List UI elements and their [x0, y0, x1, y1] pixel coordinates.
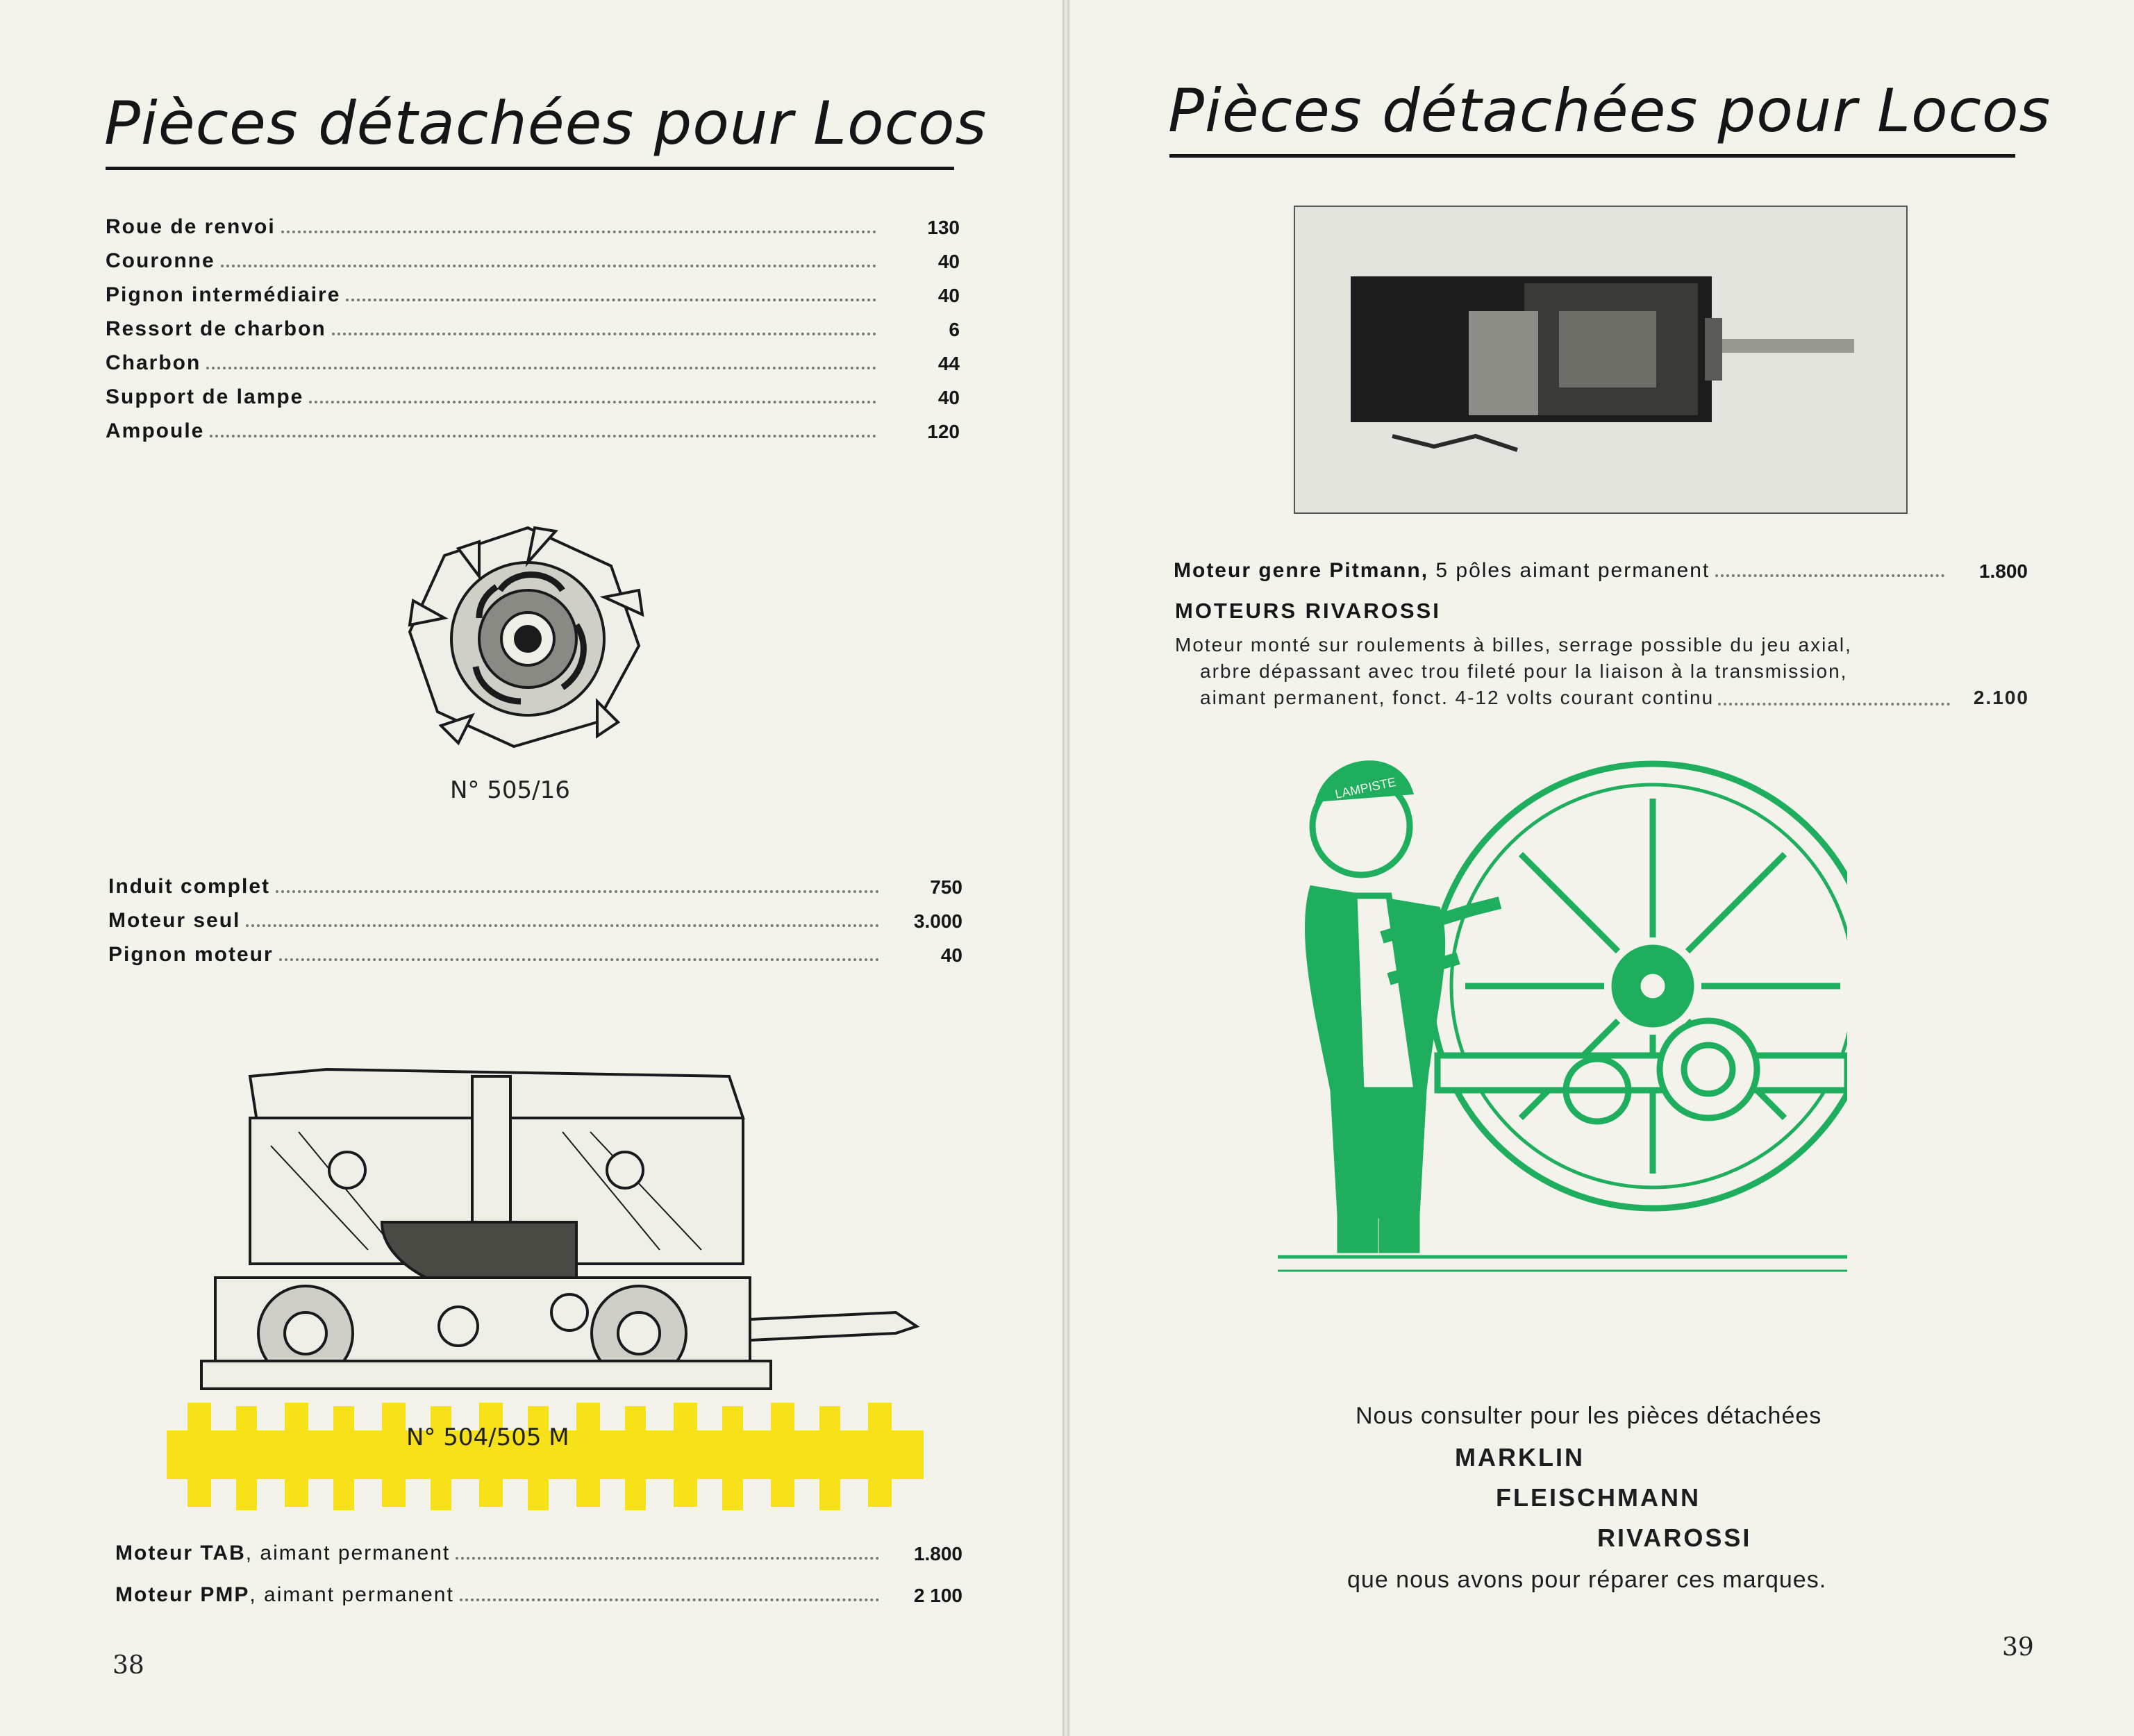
list-item — [106, 310, 960, 341]
desc-text: aimant permanent, fonct. 4-12 volts courant continu — [1200, 687, 1715, 708]
part-price: 44 — [937, 353, 960, 374]
part-name: Ressort de charbon — [106, 317, 326, 340]
dot-leader — [221, 265, 876, 267]
part-name: Couronne — [106, 249, 215, 272]
dot-leader — [276, 890, 879, 893]
left-page-title: Pièces détachées pour Locos — [104, 89, 987, 158]
motor-illustration — [160, 1055, 937, 1528]
part-price: 40 — [937, 251, 960, 272]
dot-leader — [281, 231, 876, 233]
list-item — [106, 208, 960, 239]
brand-rivarossi: RIVAROSSI — [1597, 1524, 1752, 1552]
dot-leader — [1715, 574, 1944, 577]
desc-line: Moteur monté sur roulements à billes, serrage possible du jeu axial, — [1175, 634, 1852, 656]
part-price: 40 — [937, 387, 960, 408]
rivarossi-description — [1175, 632, 2029, 711]
cap-label: LAMPISTE — [1333, 774, 1397, 801]
list-item — [106, 276, 960, 307]
title-rule — [1169, 154, 2015, 158]
pitmann-motor-photo — [1294, 206, 1908, 514]
dot-leader — [246, 924, 879, 927]
notice-line-2: que nous avons pour réparer ces marques. — [1347, 1567, 1827, 1593]
part-name: Roue de renvoi — [106, 215, 276, 238]
list-item — [106, 378, 960, 409]
part-name: Induit complet — [108, 875, 270, 898]
motor-detail: , aimant permanent — [249, 1583, 454, 1606]
dot-leader — [210, 435, 876, 437]
part-name: Pignon moteur — [108, 943, 274, 966]
list-item — [115, 1535, 962, 1565]
list-item — [108, 868, 962, 899]
dot-leader — [456, 1557, 879, 1560]
parts-list-2 — [108, 868, 962, 979]
part-price: 40 — [937, 285, 960, 306]
pitmann-price: 1.800 — [1978, 560, 2028, 582]
motor-name-bold: Moteur PMP — [115, 1583, 250, 1606]
desc-line: arbre dépassant avec trou fileté pour la liaison à la transmission, — [1200, 660, 1848, 682]
motor-detail: , aimant permanent — [245, 1542, 451, 1564]
pitmann-row — [1174, 552, 2028, 587]
page-number-left: 38 — [112, 1651, 144, 1680]
dot-leader — [1718, 703, 1950, 706]
list-item — [108, 936, 962, 967]
list-item — [108, 902, 962, 933]
motor-price: 2 100 — [913, 1585, 962, 1606]
list-item — [106, 242, 960, 273]
part-price: 3.000 — [913, 910, 962, 932]
dot-leader — [309, 401, 876, 403]
list-item — [115, 1576, 962, 1607]
part-price: 130 — [927, 217, 960, 238]
brand-marklin: MARKLIN — [1455, 1443, 1585, 1471]
notice-line-1: Nous consulter pour les pièces détachées — [1356, 1403, 1822, 1429]
part-name: Moteur seul — [108, 909, 241, 932]
parts-list-1 — [106, 208, 960, 458]
rivarossi-price: 2.100 — [1973, 687, 2029, 708]
dot-leader — [332, 333, 876, 335]
motors-list — [115, 1535, 962, 1611]
motor-name-bold: Moteur TAB — [115, 1542, 246, 1564]
motor-name — [115, 1583, 460, 1607]
part-name: Support de lampe — [106, 385, 304, 408]
right-page-title: Pièces détachées pour Locos — [1168, 76, 2051, 146]
part-price: 6 — [949, 319, 960, 340]
pitmann-name-bold: Moteur genre Pitmann, — [1174, 559, 1429, 582]
pitmann-name — [1174, 559, 1715, 583]
rivarossi-heading: MOTEURS RIVAROSSI — [1175, 599, 1441, 623]
part-price: 40 — [940, 944, 962, 966]
title-rule — [106, 167, 954, 170]
part-price: 120 — [927, 421, 960, 442]
motor-price: 1.800 — [913, 1543, 962, 1564]
dot-leader — [460, 1599, 879, 1601]
part-name: Ampoule — [106, 419, 205, 442]
dot-leader — [206, 367, 876, 369]
desc-line-last — [1175, 685, 2029, 711]
motor-caption: N° 504/505 M — [406, 1424, 569, 1451]
motor-name — [115, 1542, 456, 1565]
armature-illustration — [396, 514, 660, 764]
motor-photo-svg — [1295, 207, 1906, 512]
yellow-track — [167, 1403, 924, 1510]
brand-fleischmann: FLEISCHMANN — [1496, 1483, 1701, 1512]
dot-leader — [279, 958, 879, 961]
left-page — [0, 0, 1062, 1736]
part-price: 750 — [930, 876, 962, 898]
part-name: Charbon — [106, 351, 201, 374]
binding-gutter — [1062, 0, 1069, 1736]
mechanic-wheel-illustration — [1278, 729, 1847, 1285]
list-item — [106, 412, 960, 443]
part-name: Pignon intermédiaire — [106, 283, 341, 306]
armature-caption: N° 505/16 — [450, 776, 570, 804]
list-item — [106, 344, 960, 375]
dot-leader — [346, 299, 876, 301]
pitmann-detail: 5 pôles aimant permanent — [1428, 559, 1710, 582]
page-number-right: 39 — [2002, 1633, 2034, 1662]
right-page — [1069, 0, 2134, 1736]
list-item — [1174, 552, 2028, 583]
